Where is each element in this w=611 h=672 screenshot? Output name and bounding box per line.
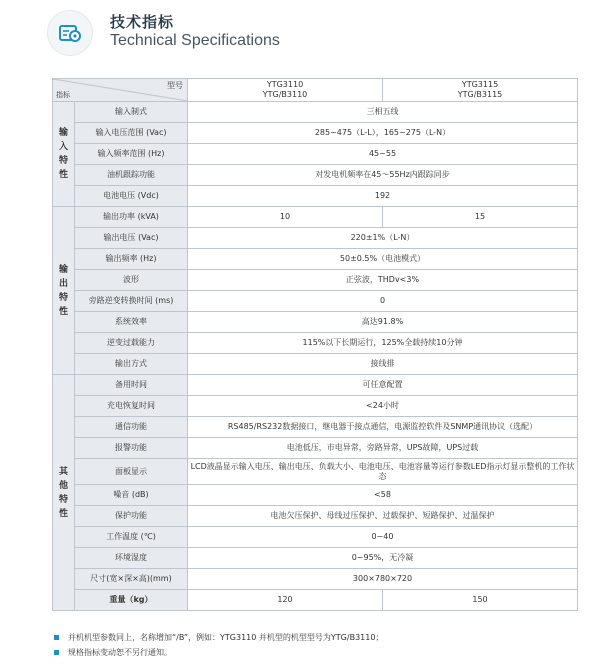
row-label: 输入电压范围 (Vac)	[75, 123, 188, 144]
row-value-b: 150	[383, 590, 578, 611]
model-a-header	[188, 79, 383, 102]
row-label: 逆变过载能力	[75, 333, 188, 354]
row-value: 50±0.5%（电池模式）	[188, 249, 578, 270]
row-value: 0~40	[188, 527, 578, 548]
model-b-parallel-name: YTG/B3115	[457, 90, 503, 99]
table-row	[53, 396, 578, 417]
row-value: 115%以下长期运行，125%全载持续10分钟	[188, 333, 578, 354]
model-a-name: YTG3110	[266, 80, 304, 89]
spec-table	[52, 78, 578, 611]
group-other-label: 其他特性	[58, 466, 68, 519]
table-row	[53, 459, 578, 485]
table-row	[53, 249, 578, 270]
footnote-item	[52, 647, 592, 662]
row-value: 接线排	[188, 354, 578, 375]
model-b-header	[383, 79, 578, 102]
group-output-label: 输出特性	[58, 264, 68, 317]
table-row	[53, 165, 578, 186]
table-row	[53, 438, 578, 459]
row-label: 油机跟踪功能	[75, 165, 188, 186]
table-row	[53, 417, 578, 438]
row-label: 噪音 (dB)	[75, 485, 188, 506]
row-value: 0	[188, 291, 578, 312]
model-b-name: YTG3115	[461, 80, 499, 89]
row-value: LCD液晶显示输入电压、输出电压、负载大小、电池电压、电池容量等运行参数LED指示灯显示整机的工作状态	[188, 459, 578, 485]
table-row	[53, 569, 578, 590]
footnote-item	[52, 632, 592, 647]
row-label: 输出频率 (Hz)	[75, 249, 188, 270]
row-label: 输出方式	[75, 354, 188, 375]
row-label: 报警功能	[75, 438, 188, 459]
model-a-parallel-name: YTG/B3110	[262, 90, 308, 99]
table-row	[53, 228, 578, 249]
table-row	[53, 144, 578, 165]
row-label: 工作温度 (℃)	[75, 527, 188, 548]
row-value: <58	[188, 485, 578, 506]
bullet-square-icon	[54, 650, 59, 655]
row-value: 192	[188, 186, 578, 207]
index-label: 指标	[56, 91, 70, 99]
group-input-label: 输入特性	[58, 128, 68, 180]
table-row	[53, 186, 578, 207]
section-header	[47, 10, 587, 56]
row-label: 输入制式	[75, 102, 188, 123]
footnote-text: 规格指标变动恕不另行通知。	[68, 648, 172, 657]
row-label: 旁路逆变转换时间 (ms)	[75, 291, 188, 312]
footnote-text: 并机机型参数同上，名称增加“/B”，例如：YTG3110 并机型的机型型号为YTG/B3110；	[68, 633, 384, 642]
table-row	[53, 291, 578, 312]
row-value: 对发电机频率在45～55Hz内跟踪同步	[188, 165, 578, 186]
title-cn: 技术指标	[110, 13, 175, 31]
row-label: 重量（kg）	[75, 590, 188, 611]
table-row	[53, 123, 578, 144]
table-row	[53, 506, 578, 527]
row-label: 环境湿度	[75, 548, 188, 569]
row-value-b: 15	[383, 207, 578, 228]
table-row	[53, 270, 578, 291]
row-label: 输出电压 (Vac)	[75, 228, 188, 249]
row-label: 电池电压 (Vdc)	[75, 186, 188, 207]
row-value: <24小时	[188, 396, 578, 417]
group-other	[53, 375, 75, 611]
row-label: 充电恢复时间	[75, 396, 188, 417]
row-value: 三相五线	[188, 102, 578, 123]
row-label: 通信功能	[75, 417, 188, 438]
corner-cell	[53, 79, 188, 102]
row-label: 系统效率	[75, 312, 188, 333]
row-value: RS485/RS232数据接口，继电器干接点通信，电源监控软件及SNMP通讯协议（选配）	[188, 417, 578, 438]
row-value: 45~55	[188, 144, 578, 165]
title-en: Technical Specifications	[110, 32, 280, 49]
gear-document-icon	[57, 20, 83, 46]
table-row	[53, 485, 578, 506]
row-value: 电池低压，市电异常，旁路异常，UPS故障，UPS过载	[188, 438, 578, 459]
table-row	[53, 333, 578, 354]
specs-logo	[47, 10, 93, 56]
footnotes	[52, 632, 592, 662]
row-label: 输入频率范围 (Hz)	[75, 144, 188, 165]
row-value: 高达91.8%	[188, 312, 578, 333]
row-value: 电池欠压保护、母线过压保护、过载保护、短路保护、过温保护	[188, 506, 578, 527]
row-label: 备用时间	[75, 375, 188, 396]
row-value: 0~95%，无冷凝	[188, 548, 578, 569]
row-label: 尺寸(宽×深×高)(mm)	[75, 569, 188, 590]
bullet-square-icon	[54, 635, 59, 640]
row-label: 面板显示	[75, 459, 188, 485]
row-label: 保护功能	[75, 506, 188, 527]
model-label: 型号	[167, 81, 183, 90]
table-row	[53, 207, 578, 228]
table-row	[53, 590, 578, 611]
table-row	[53, 548, 578, 569]
row-value: 可任意配置	[188, 375, 578, 396]
row-label: 波形	[75, 270, 188, 291]
row-value: 285~475（L-L），165~275（L-N）	[188, 123, 578, 144]
table-row	[53, 375, 578, 396]
row-value: 正弦波，THDv<3%	[188, 270, 578, 291]
table-row	[53, 102, 578, 123]
row-value-a: 120	[188, 590, 383, 611]
row-label: 输出功率 (kVA)	[75, 207, 188, 228]
group-output	[53, 207, 75, 375]
table-header-row	[53, 79, 578, 102]
table-row	[53, 312, 578, 333]
row-value: 220±1%（L-N）	[188, 228, 578, 249]
table-row	[53, 527, 578, 548]
table-row	[53, 354, 578, 375]
group-input	[53, 102, 75, 207]
row-value: 300×780×720	[188, 569, 578, 590]
row-value-a: 10	[188, 207, 383, 228]
